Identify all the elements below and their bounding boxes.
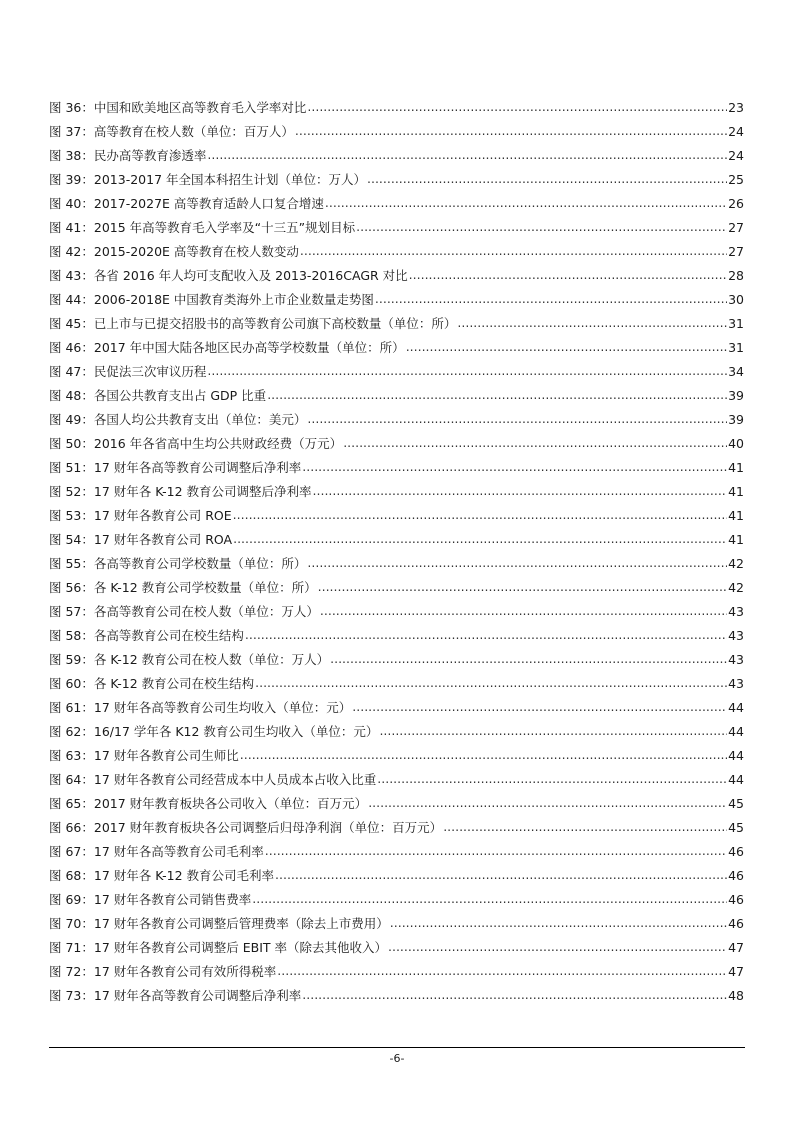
dot-leader xyxy=(406,335,727,359)
dot-leader xyxy=(443,815,727,839)
footer-divider xyxy=(49,1047,745,1048)
page-reference: 40 xyxy=(728,436,744,451)
figure-number: 图 68： xyxy=(49,868,94,883)
dot-leader xyxy=(252,887,727,911)
dot-leader xyxy=(302,983,727,1007)
toc-entry[interactable] xyxy=(49,816,744,840)
toc-entry[interactable] xyxy=(49,384,744,408)
figure-number: 图 58： xyxy=(49,628,94,643)
figure-title: 17 财年各教育公司销售费率 xyxy=(93,892,252,907)
page-reference: 43 xyxy=(728,676,744,691)
dot-leader xyxy=(207,359,727,383)
dot-leader xyxy=(240,743,727,767)
dot-leader xyxy=(307,95,727,119)
figure-title: 17 财年各教育公司有效所得税率 xyxy=(93,964,277,979)
dot-leader xyxy=(275,863,727,887)
figure-number: 图 46： xyxy=(49,340,94,355)
figure-number: 图 59： xyxy=(49,652,94,667)
figure-number: 图 67： xyxy=(49,844,94,859)
page-reference: 44 xyxy=(728,772,744,787)
figure-number: 图 44： xyxy=(49,292,94,307)
dot-leader xyxy=(233,503,727,527)
figure-number: 图 41： xyxy=(49,220,94,235)
page-reference: 24 xyxy=(728,124,744,139)
page-reference: 47 xyxy=(728,940,744,955)
dot-leader xyxy=(379,719,727,743)
page-reference: 46 xyxy=(728,892,744,907)
page-reference: 25 xyxy=(728,172,744,187)
toc-entry[interactable] xyxy=(49,624,744,648)
page-reference: 39 xyxy=(728,388,744,403)
figure-title: 2017-2027E 高等教育适龄人口复合增速 xyxy=(93,196,324,211)
figure-number: 图 36： xyxy=(49,100,94,115)
page-reference: 48 xyxy=(728,988,744,1003)
dot-leader xyxy=(318,575,727,599)
table-of-figures xyxy=(49,96,744,1008)
toc-entry[interactable] xyxy=(49,600,744,624)
dot-leader xyxy=(457,311,727,335)
dot-leader xyxy=(277,959,727,983)
figure-number: 图 57： xyxy=(49,604,94,619)
toc-entry[interactable] xyxy=(49,264,744,288)
dot-leader xyxy=(343,431,727,455)
page-reference: 46 xyxy=(728,844,744,859)
figure-title: 17 财年各高等教育公司生均收入（单位：元） xyxy=(93,700,352,715)
dot-leader xyxy=(330,647,727,671)
page-reference: 41 xyxy=(728,508,744,523)
figure-number: 图 73： xyxy=(49,988,94,1003)
page-reference: 31 xyxy=(728,316,744,331)
figure-title: 2015 年高等教育毛入学率及“十三五”规划目标 xyxy=(93,220,356,235)
dot-leader xyxy=(295,119,727,143)
page-reference: 43 xyxy=(728,652,744,667)
dot-leader xyxy=(356,215,727,239)
toc-entry[interactable] xyxy=(49,312,744,336)
page-number: -6- xyxy=(389,1052,405,1065)
figure-title: 2015-2020E 高等教育在校人数变动 xyxy=(93,244,299,259)
figure-number: 图 60： xyxy=(49,676,94,691)
page-reference: 42 xyxy=(728,556,744,571)
figure-title: 16/17 学年各 K12 教育公司生均收入（单位：元） xyxy=(93,724,379,739)
page-reference: 26 xyxy=(728,196,744,211)
page-reference: 34 xyxy=(728,364,744,379)
figure-title: 2017 财年教育板块各公司调整后归母净利润（单位：百万元） xyxy=(93,820,443,835)
toc-entry[interactable] xyxy=(49,144,744,168)
toc-entry[interactable] xyxy=(49,336,744,360)
toc-entry[interactable] xyxy=(49,432,744,456)
dot-leader xyxy=(265,839,727,863)
figure-title: 17 财年各高等教育公司调整后净利率 xyxy=(93,460,302,475)
page-reference: 30 xyxy=(728,292,744,307)
figure-title: 17 财年各教育公司经营成本中人员成本占收入比重 xyxy=(93,772,377,787)
toc-entry[interactable] xyxy=(49,408,744,432)
page-reference: 31 xyxy=(728,340,744,355)
dot-leader xyxy=(313,479,728,503)
figure-title: 高等教育在校人数（单位：百万人） xyxy=(93,124,294,139)
figure-number: 图 39： xyxy=(49,172,94,187)
toc-entry[interactable] xyxy=(49,216,744,240)
dot-leader xyxy=(368,791,727,815)
page-reference: 41 xyxy=(728,484,744,499)
figure-title: 民促法三次审议历程 xyxy=(93,364,207,379)
page-reference: 42 xyxy=(728,580,744,595)
figure-title: 各国公共教育支出占 GDP 比重 xyxy=(93,388,267,403)
toc-entry[interactable] xyxy=(49,240,744,264)
figure-number: 图 54： xyxy=(49,532,94,547)
figure-title: 17 财年各高等教育公司调整后净利率 xyxy=(93,988,302,1003)
toc-entry[interactable] xyxy=(49,768,744,792)
page-reference: 45 xyxy=(728,796,744,811)
figure-number: 图 45： xyxy=(49,316,94,331)
toc-entry[interactable] xyxy=(49,792,744,816)
toc-entry[interactable] xyxy=(49,960,744,984)
figure-number: 图 37： xyxy=(49,124,94,139)
figure-title: 已上市与已提交招股书的高等教育公司旗下高校数量（单位：所） xyxy=(93,316,457,331)
toc-entry[interactable] xyxy=(49,192,744,216)
figure-title: 17 财年各高等教育公司毛利率 xyxy=(93,844,264,859)
figure-number: 图 42： xyxy=(49,244,94,259)
page-reference: 27 xyxy=(728,244,744,259)
figure-title: 17 财年各教育公司调整后 EBIT 率（除去其他收入） xyxy=(93,940,388,955)
toc-entry[interactable] xyxy=(49,504,744,528)
dot-leader xyxy=(367,167,727,191)
figure-number: 图 56： xyxy=(49,580,94,595)
figure-number: 图 63： xyxy=(49,748,94,763)
dot-leader xyxy=(320,599,727,623)
figure-title: 2013-2017 年全国本科招生计划（单位：万人） xyxy=(93,172,366,187)
dot-leader xyxy=(409,263,727,287)
toc-entry[interactable] xyxy=(49,672,744,696)
page-reference: 46 xyxy=(728,916,744,931)
page-reference: 44 xyxy=(728,748,744,763)
figure-title: 17 财年各教育公司生师比 xyxy=(93,748,239,763)
page-reference: 41 xyxy=(728,460,744,475)
figure-title: 2006-2018E 中国教育类海外上市企业数量走势图 xyxy=(93,292,374,307)
page-reference: 44 xyxy=(728,700,744,715)
toc-entry[interactable] xyxy=(49,120,744,144)
figure-title: 各 K-12 教育公司在校人数（单位：万人） xyxy=(93,652,330,667)
figure-title: 17 财年各教育公司 ROE xyxy=(93,508,232,523)
page-reference: 24 xyxy=(728,148,744,163)
figure-title: 中国和欧美地区高等教育毛入学率对比 xyxy=(93,100,307,115)
toc-entry[interactable] xyxy=(49,528,744,552)
figure-number: 图 38： xyxy=(49,148,94,163)
toc-entry[interactable] xyxy=(49,552,744,576)
figure-title: 2016 年各省高中生均公共财政经费（万元） xyxy=(93,436,343,451)
page-reference: 44 xyxy=(728,724,744,739)
page-reference: 28 xyxy=(728,268,744,283)
figure-number: 图 50： xyxy=(49,436,94,451)
toc-entry[interactable] xyxy=(49,360,744,384)
dot-leader xyxy=(307,407,727,431)
dot-leader xyxy=(233,527,727,551)
toc-entry[interactable] xyxy=(49,288,744,312)
dot-leader xyxy=(267,383,727,407)
dot-leader xyxy=(307,551,727,575)
figure-title: 各高等教育公司在校生结构 xyxy=(93,628,244,643)
figure-title: 17 财年各 K-12 教育公司毛利率 xyxy=(93,868,275,883)
figure-title: 17 财年各教育公司调整后管理费率（除去上市费用） xyxy=(93,916,389,931)
figure-number: 图 69： xyxy=(49,892,94,907)
figure-title: 各国人均公共教育支出（单位：美元） xyxy=(93,412,307,427)
figure-title: 各 K-12 教育公司学校数量（单位：所） xyxy=(93,580,317,595)
figure-title: 民办高等教育渗透率 xyxy=(93,148,207,163)
toc-entry[interactable] xyxy=(49,480,744,504)
toc-entry[interactable] xyxy=(49,96,744,120)
figure-title: 2017 年中国大陆各地区民办高等学校数量（单位：所） xyxy=(93,340,405,355)
dot-leader xyxy=(390,911,727,935)
figure-title: 各高等教育公司在校人数（单位：万人） xyxy=(93,604,319,619)
figure-number: 图 72： xyxy=(49,964,94,979)
figure-number: 图 71： xyxy=(49,940,94,955)
figure-number: 图 55： xyxy=(49,556,94,571)
page-reference: 27 xyxy=(728,220,744,235)
figure-number: 图 61： xyxy=(49,700,94,715)
figure-number: 图 51： xyxy=(49,460,94,475)
toc-entry[interactable] xyxy=(49,912,744,936)
page-reference: 43 xyxy=(728,604,744,619)
toc-entry[interactable] xyxy=(49,864,744,888)
toc-entry[interactable] xyxy=(49,840,744,864)
figure-title: 各 K-12 教育公司在校生结构 xyxy=(93,676,255,691)
dot-leader xyxy=(255,671,727,695)
page-reference: 43 xyxy=(728,628,744,643)
figure-title: 17 财年各教育公司 ROA xyxy=(93,532,233,547)
toc-entry[interactable] xyxy=(49,696,744,720)
dot-leader xyxy=(388,935,727,959)
toc-entry[interactable] xyxy=(49,456,744,480)
figure-number: 图 64： xyxy=(49,772,94,787)
figure-number: 图 53： xyxy=(49,508,94,523)
toc-entry[interactable] xyxy=(49,168,744,192)
figure-number: 图 62： xyxy=(49,724,94,739)
dot-leader xyxy=(325,191,727,215)
toc-entry[interactable] xyxy=(49,648,744,672)
dot-leader xyxy=(375,287,727,311)
figure-number: 图 52： xyxy=(49,484,94,499)
figure-number: 图 48： xyxy=(49,388,94,403)
dot-leader xyxy=(207,143,727,167)
dot-leader xyxy=(377,767,727,791)
page-reference: 23 xyxy=(728,100,744,115)
figure-title: 17 财年各 K-12 教育公司调整后净利率 xyxy=(93,484,312,499)
toc-entry[interactable] xyxy=(49,576,744,600)
dot-leader xyxy=(352,695,727,719)
figure-title: 各省 2016 年人均可支配收入及 2013-2016CAGR 对比 xyxy=(93,268,408,283)
toc-entry[interactable] xyxy=(49,984,744,1008)
figure-number: 图 47： xyxy=(49,364,94,379)
figure-number: 图 40： xyxy=(49,196,94,211)
page-reference: 46 xyxy=(728,868,744,883)
figure-number: 图 66： xyxy=(49,820,94,835)
figure-number: 图 43： xyxy=(49,268,94,283)
dot-leader xyxy=(300,239,727,263)
dot-leader xyxy=(245,623,727,647)
page-reference: 45 xyxy=(728,820,744,835)
page-reference: 41 xyxy=(728,532,744,547)
page-reference: 39 xyxy=(728,412,744,427)
page-reference: 47 xyxy=(728,964,744,979)
figure-number: 图 49： xyxy=(49,412,94,427)
toc-entry[interactable] xyxy=(49,720,744,744)
figure-title: 2017 财年教育板块各公司收入（单位：百万元） xyxy=(93,796,368,811)
dot-leader xyxy=(302,455,727,479)
figure-number: 图 65： xyxy=(49,796,94,811)
figure-title: 各高等教育公司学校数量（单位：所） xyxy=(93,556,307,571)
toc-entry[interactable] xyxy=(49,888,744,912)
toc-entry[interactable] xyxy=(49,936,744,960)
toc-entry[interactable] xyxy=(49,744,744,768)
figure-number: 图 70： xyxy=(49,916,94,931)
